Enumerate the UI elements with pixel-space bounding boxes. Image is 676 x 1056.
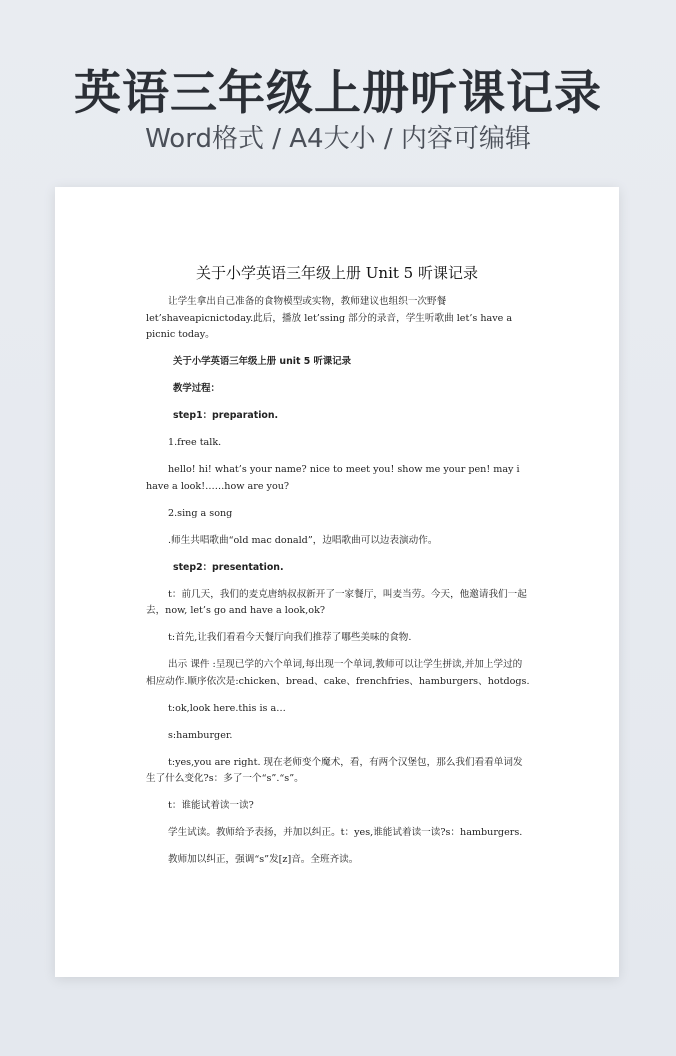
document-title: 关于小学英语三年级上册 Unit 5 听课记录 bbox=[196, 264, 478, 282]
paragraph: t：谁能试着读一读? bbox=[168, 800, 254, 811]
paragraph: 2.sing a song bbox=[168, 507, 233, 519]
paragraph: 教师加以纠正，强调“s”发[z]音。全班齐读。 bbox=[168, 854, 359, 865]
paragraph: t:yes,you are right. 现在老师变个魔术，看，有两个汉堡包，那么我们看看单词发生了什么变化?s：多了一个“s”.“s”。 bbox=[146, 756, 523, 784]
paragraph: 1.free talk. bbox=[168, 437, 222, 448]
paragraph: 学生试读。教师给予表扬，并加以纠正。t：yes,谁能试着读一读?s：hamburgers. bbox=[168, 827, 523, 838]
paragraph: s:hamburger. bbox=[168, 729, 233, 741]
document-body bbox=[146, 294, 530, 879]
paragraph: t:ok,look here.this is a… bbox=[168, 702, 286, 714]
document-page bbox=[55, 187, 619, 977]
section-heading: 关于小学英语三年级上册 unit 5 听课记录 bbox=[173, 356, 351, 367]
banner-title: 英语三年级上册听课记录 bbox=[74, 66, 602, 121]
paragraph: 出示 课件 :呈现已学的六个单词,每出现一个单词,教师可以让学生拼读,并加上学过的相应动作.顺序依次是:chicken、bread、cake、frenchfries、hamburgers、hotdogs. bbox=[146, 659, 530, 687]
paragraph: t:首先,让我们看看今天餐厅向我们推荐了哪些美味的食物. bbox=[168, 632, 412, 643]
paragraph: hello! hi! what’s your name? nice to meet you! show me your pen! may i have a look!……how are you? bbox=[146, 464, 520, 492]
banner-subtitle: Word格式 / A4大小 / 内容可编辑 bbox=[145, 124, 531, 154]
section-heading: step2：presentation. bbox=[173, 561, 284, 573]
paragraph: t：前几天，我们的麦克唐纳叔叔新开了一家餐厅，叫麦当劳。今天，他邀请我们一起去，now, let’s go and have a look,ok? bbox=[146, 588, 527, 616]
section-heading: 教学过程： bbox=[173, 383, 220, 394]
paragraph: .师生共唱歌曲“old mac donald”，边唱歌曲可以边表演动作。 bbox=[168, 534, 438, 546]
section-heading: step1：preparation. bbox=[173, 410, 279, 421]
paragraph: 让学生拿出自己准备的食物模型或实物，教师建议也组织一次野餐 let’shaveapicnictoday.此后，播放 let’ssing 部分的录音，学生听歌曲 let’s have a picnic today。 bbox=[146, 296, 513, 340]
